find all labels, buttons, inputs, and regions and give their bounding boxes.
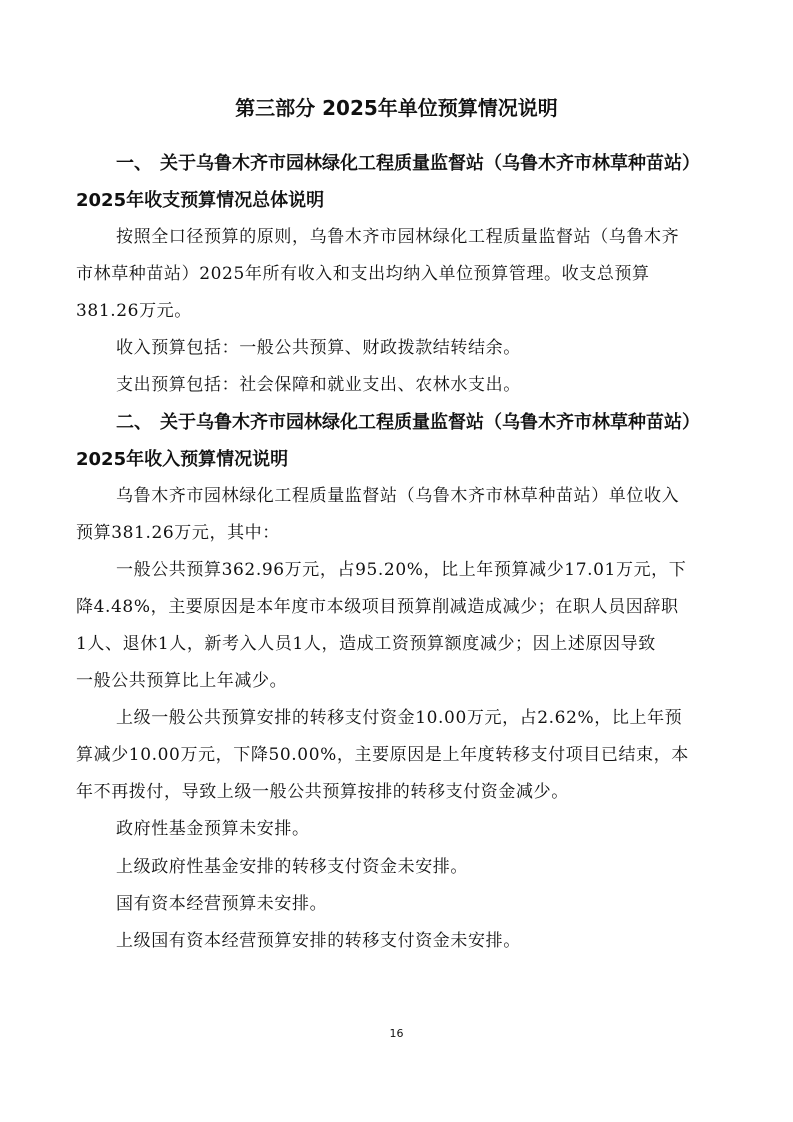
paragraph-expense-items (76, 367, 716, 404)
paragraph-line: 收入预算包括：一般公共预算、财政拨款结转结余。 (116, 338, 521, 358)
paragraph-state-capital (76, 886, 716, 923)
paragraph-line: 国有资本经营预算未安排。 (116, 894, 328, 914)
paragraph-line: 按照全口径预算的原则，乌鲁木齐市园林绿化工程质量监督站（乌鲁木齐 (116, 227, 680, 247)
section-heading-1-text: 关于乌鲁木齐市园林绿化工程质量监督站（乌鲁木齐市林草种苗站） (160, 153, 700, 174)
paragraph-line: 降4.48%，主要原因是本年度市本级项目预算削减造成减少；在职人员因辞职 (76, 597, 679, 617)
paragraph-line: 政府性基金预算未安排。 (116, 819, 310, 839)
paragraph-line: 算减少10.00万元，下降50.00%，主要原因是上年度转移支付项目已结束，本 (76, 745, 689, 765)
paragraph-income-total (76, 478, 716, 552)
paragraph-line: 一般公共预算比上年减少。 (76, 671, 288, 691)
section-heading-2-text: 关于乌鲁木齐市园林绿化工程质量监督站（乌鲁木齐市林草种苗站） (160, 412, 700, 433)
paragraph-line: 上级政府性基金安排的转移支付资金未安排。 (116, 857, 468, 877)
paragraph-line: 上级一般公共预算安排的转移支付资金10.00万元，占2.62%，比上年预 (116, 708, 683, 728)
section-heading-2 (76, 404, 716, 478)
section-heading-1 (76, 145, 716, 219)
paragraph-upper-state-capital (76, 923, 716, 960)
section-heading-1-line-1 (76, 145, 716, 182)
section-number-2: 二、 (116, 412, 152, 433)
paragraph-line: 381.26万元。 (76, 301, 192, 321)
paragraph-budget-principle (76, 219, 716, 330)
paragraph-line: 支出预算包括：社会保障和就业支出、农林水支出。 (116, 375, 521, 395)
section-heading-2-line-2: 2025年收入预算情况说明 (76, 449, 289, 470)
paragraph-upper-government-fund (76, 849, 716, 886)
paragraph-line: 年不再拨付，导致上级一般公共预算按排的转移支付资金减少。 (76, 782, 569, 802)
paragraph-line: 市林草种苗站）2025年所有收入和支出均纳入单位预算管理。收支总预算 (76, 264, 650, 284)
paragraph-transfer-payment (76, 700, 716, 811)
section-heading-1-line-2: 2025年收支预算情况总体说明 (76, 190, 325, 211)
paragraph-line: 乌鲁木齐市园林绿化工程质量监督站（乌鲁木齐市林草种苗站）单位收入 (116, 486, 680, 506)
paragraph-line: 上级国有资本经营预算安排的转移支付资金未安排。 (116, 931, 521, 951)
page-number: 16 (389, 1027, 404, 1040)
paragraph-general-public-budget (76, 552, 716, 700)
section-number-1: 一、 (116, 153, 152, 174)
paragraph-line: 一般公共预算362.96万元，占95.20%，比上年预算减少17.01万元，下 (116, 560, 687, 580)
paragraph-income-items (76, 330, 716, 367)
paragraph-government-fund (76, 811, 716, 848)
paragraph-line: 1人、退休1人，新考入人员1人，造成工资预算额度减少；因上述原因导致 (76, 634, 656, 654)
page-title: 第三部分 2025年单位预算情况说明 (235, 96, 558, 120)
paragraph-line: 预算381.26万元，其中： (76, 523, 280, 543)
section-heading-2-line-1 (76, 404, 716, 441)
